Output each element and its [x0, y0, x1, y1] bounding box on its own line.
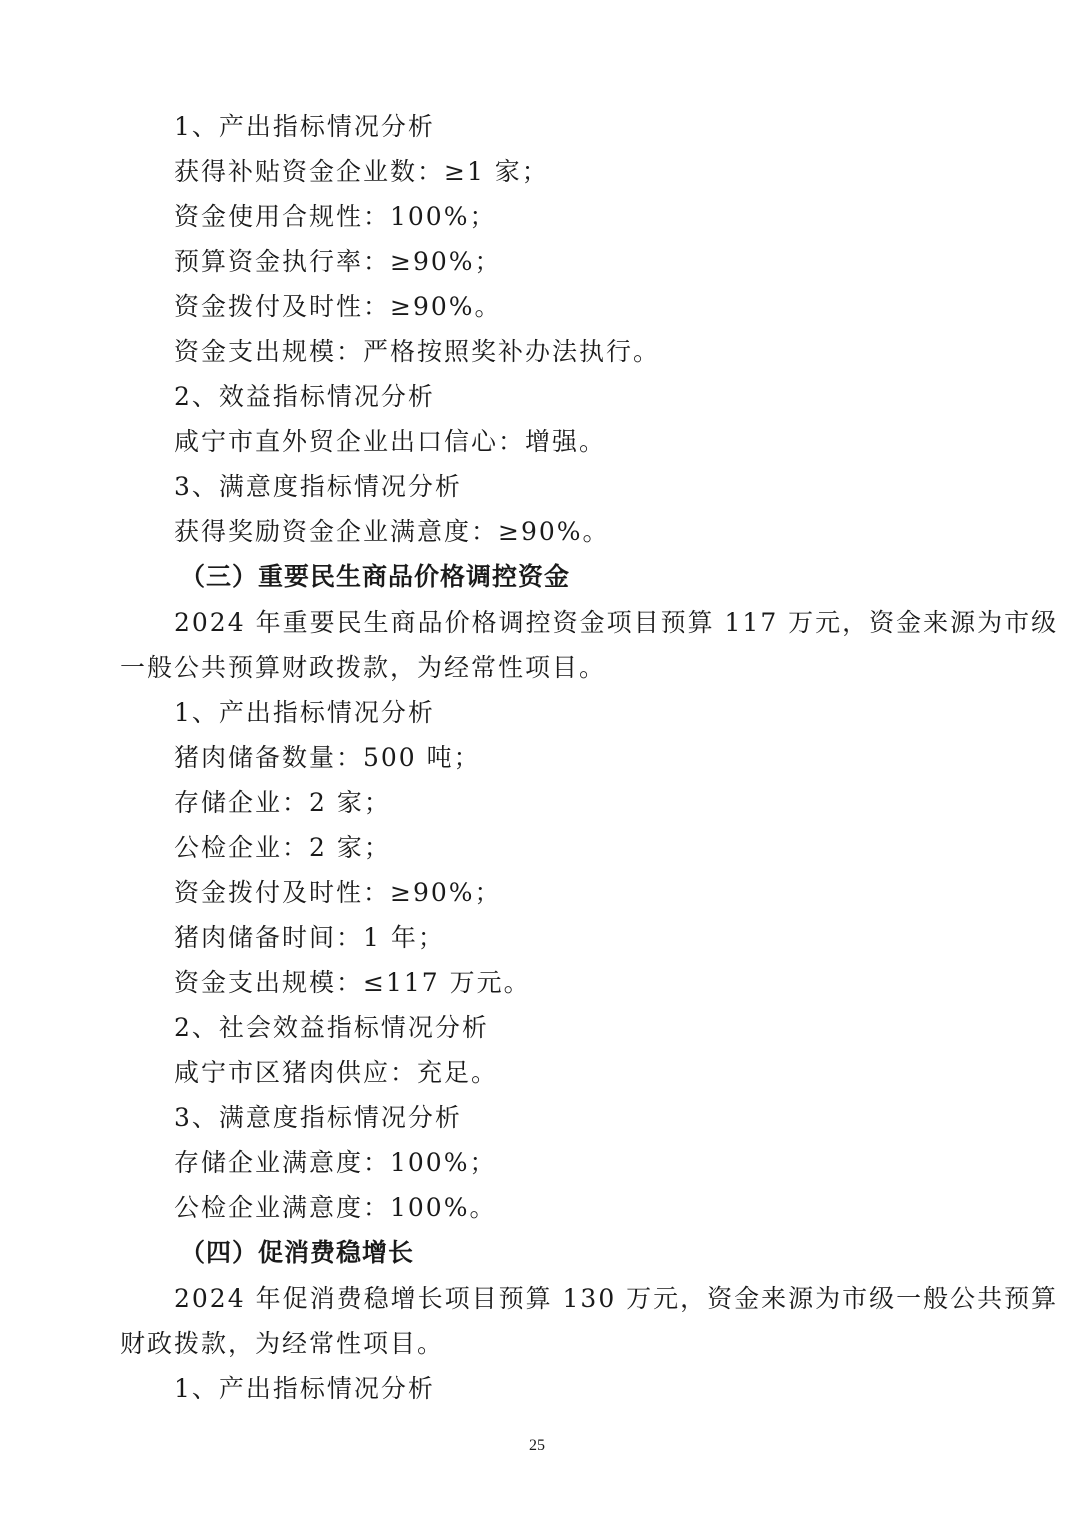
indicator-line: 公检企业：2 家； [174, 833, 391, 862]
satisfaction-indicator-heading: 3、满意度指标情况分析 [174, 472, 462, 501]
paragraph-line: 2024 年重要民生商品价格调控资金项目预算 117 万元，资金来源为市级 [174, 608, 1059, 637]
indicator-line: 存储企业满意度：100%； [174, 1148, 497, 1177]
indicator-line: 猪肉储备时间：1 年； [174, 923, 445, 952]
output-indicator-heading: 1、产出指标情况分析 [174, 112, 435, 141]
section-title: （四）促消费稳增长 [180, 1238, 415, 1267]
indicator-line: 咸宁市区猪肉供应：充足。 [174, 1058, 499, 1087]
indicator-line: 资金拨付及时性：≥90%； [174, 878, 502, 907]
benefit-indicator-heading: 2、社会效益指标情况分析 [174, 1013, 489, 1042]
indicator-line: 资金使用合规性：100%； [174, 202, 497, 231]
indicator-line: 获得奖励资金企业满意度：≥90%。 [174, 517, 610, 546]
indicator-line: 获得补贴资金企业数：≥1 家； [174, 157, 549, 186]
paragraph-line: 2024 年促消费稳增长项目预算 130 万元，资金来源为市级一般公共预算 [174, 1284, 1059, 1313]
indicator-line: 猪肉储备数量：500 吨； [174, 743, 481, 772]
satisfaction-indicator-heading: 3、满意度指标情况分析 [174, 1103, 462, 1132]
section-title: （三）重要民生商品价格调控资金 [180, 562, 571, 591]
indicator-line: 资金拨付及时性：≥90%。 [174, 292, 502, 321]
output-indicator-heading: 1、产出指标情况分析 [174, 698, 435, 727]
page-number: 25 [529, 1437, 545, 1454]
benefit-indicator-heading: 2、效益指标情况分析 [174, 382, 435, 411]
indicator-line: 资金支出规模：≤117 万元。 [174, 968, 531, 997]
paragraph-line: 财政拨款，为经常性项目。 [120, 1329, 445, 1358]
indicator-line: 公检企业满意度：100%。 [174, 1193, 497, 1222]
indicator-line: 咸宁市直外贸企业出口信心：增强。 [174, 427, 607, 456]
indicator-line: 存储企业：2 家； [174, 788, 391, 817]
paragraph-line: 一般公共预算财政拨款，为经常性项目。 [120, 653, 607, 682]
indicator-line: 预算资金执行率：≥90%； [174, 247, 502, 276]
output-indicator-heading: 1、产出指标情况分析 [174, 1374, 435, 1403]
indicator-line: 资金支出规模：严格按照奖补办法执行。 [174, 337, 661, 366]
